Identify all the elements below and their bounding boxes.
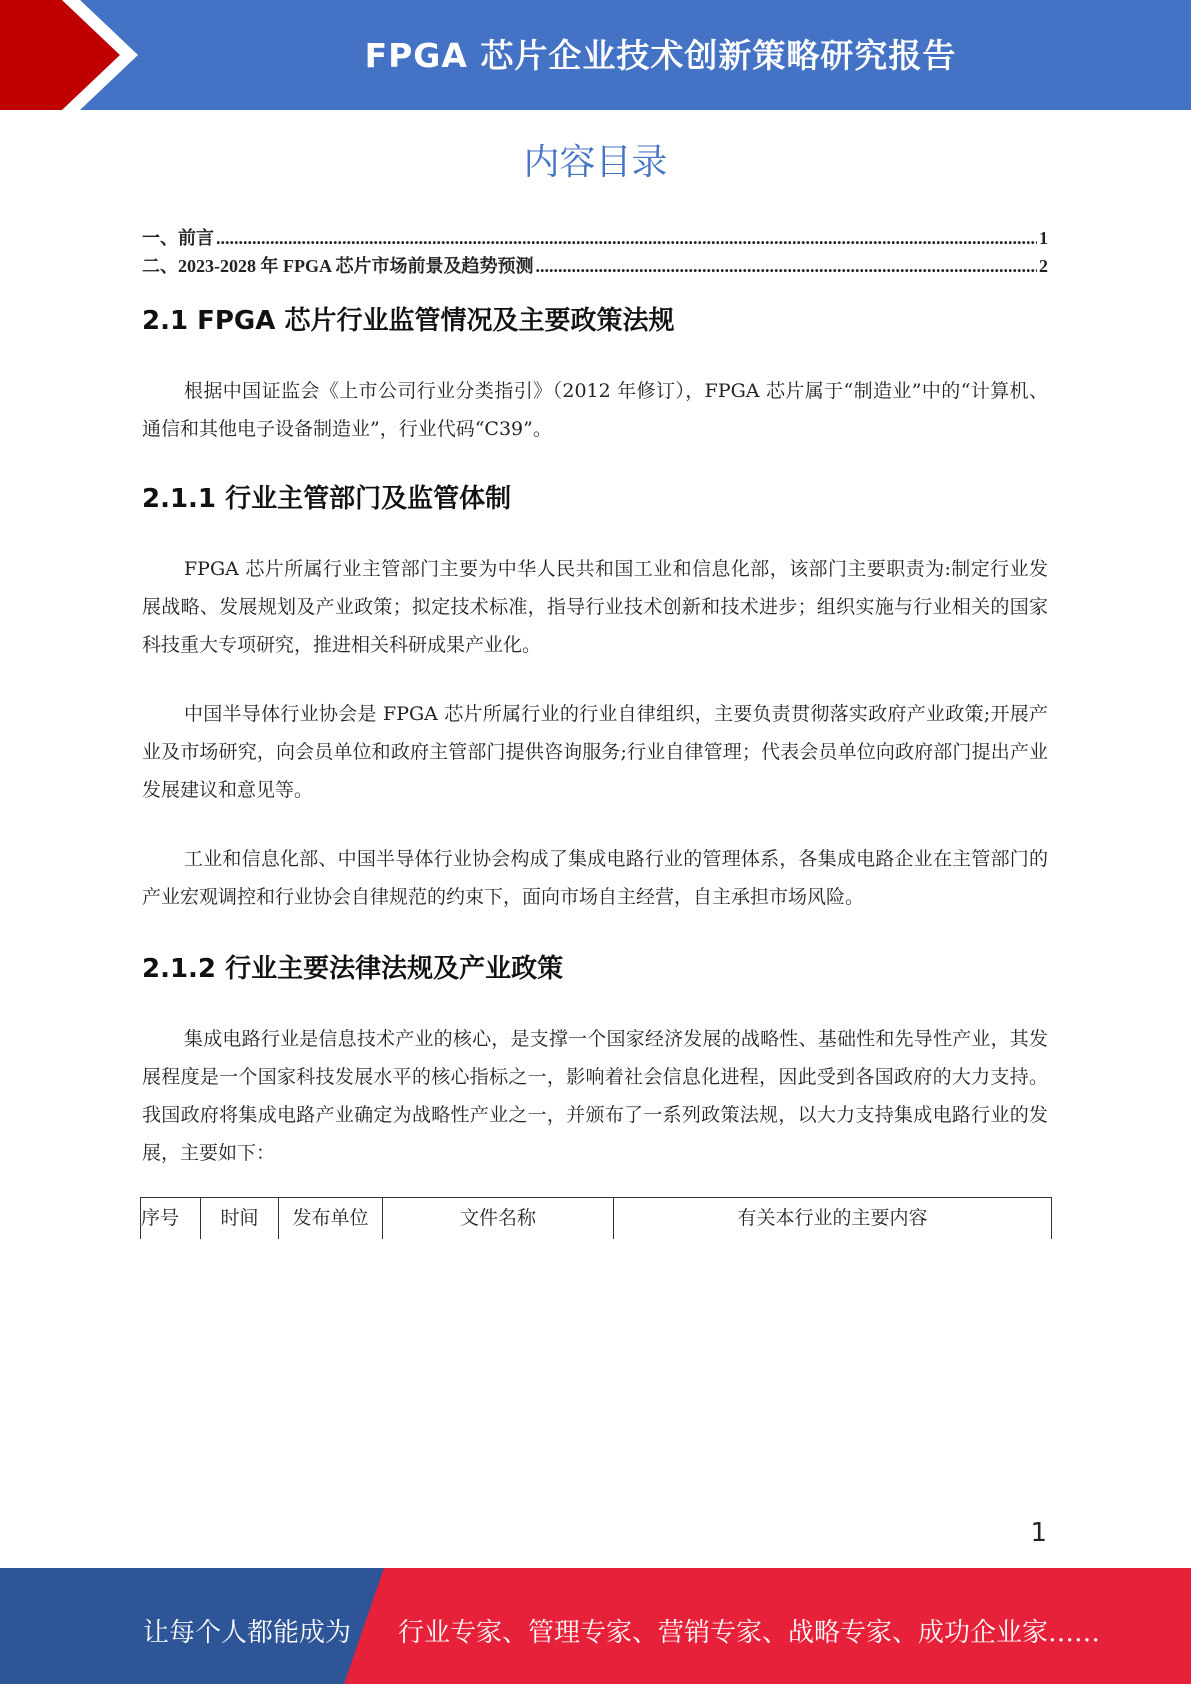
table-header-cell: 序号 xyxy=(141,1198,201,1239)
footer-band xyxy=(0,1568,1191,1684)
table-header-cell: 有关本行业的主要内容 xyxy=(737,1207,928,1229)
section-heading-2-1-1: 2.1.1 行业主管部门及监管体制 xyxy=(142,484,512,514)
policy-table-header xyxy=(140,1197,1052,1239)
toc-entry-page: 1 xyxy=(1039,228,1048,248)
table-header-cell: 时间 xyxy=(201,1198,279,1239)
toc-leader-dots xyxy=(536,252,1038,280)
footer-slogan-right: 行业专家、管理专家、营销专家、战略专家、成功企业家…… xyxy=(398,1618,1101,1648)
toc-title: 内容目录 xyxy=(523,142,668,183)
section-2-1-1-paragraph-3: 工业和信息化部、中国半导体行业协会构成了集成电路行业的管理体系，各集成电路企业在主管部门的产业宏观调控和行业协会自律规范的约束下，面向市场自主经营，自主承担市场风险。 xyxy=(142,848,1048,908)
toc-entry[interactable] xyxy=(142,224,1048,252)
table-header-cell: 文件名称 xyxy=(383,1198,614,1239)
header-band xyxy=(0,0,1191,110)
footer-slogan-left: 让每个人都能成为 xyxy=(143,1618,352,1648)
section-2-1-2-paragraph: 集成电路行业是信息技术产业的核心，是支撑一个国家经济发展的战略性、基础性和先导性产业，其发展程度是一个国家科技发展水平的核心指标之一，影响着社会信息化进程，因此受到各国政府的大力支持。我国政府将集成电路产业确定为战略性产业之一，并颁布了一系列政策法规，以大力支持集成电路行业的发展，主要如下： xyxy=(142,1028,1048,1164)
table-header-cell: 发布单位 xyxy=(279,1198,383,1239)
report-title: FPGA 芯片企业技术创新策略研究报告 xyxy=(364,36,957,75)
section-2-1-paragraph: 根据中国证监会《上市公司行业分类指引》（2012 年修订），FPGA 芯片属于“制造业”中的“计算机、通信和其他电子设备制造业”，行业代码“C39”。 xyxy=(142,380,1048,440)
section-2-1-1-paragraph-1: FPGA 芯片所属行业主管部门主要为中华人民共和国工业和信息化部，该部门主要职责为:制定行业发展战略、发展规划及产业政策；拟定技术标准，指导行业技术创新和技术进步；组织实施与行业相关的国家科技重大专项研究，推进相关科研成果产业化。 xyxy=(142,558,1048,656)
toc-entry-label: 一、前言 xyxy=(142,228,214,248)
toc-leader-dots xyxy=(216,224,1037,252)
table-of-contents xyxy=(142,224,1048,280)
section-2-1-1-paragraph-2: 中国半导体行业协会是 FPGA 芯片所属行业的行业自律组织，主要负责贯彻落实政府产业政策;开展产业及市场研究，向会员单位和政府主管部门提供咨询服务;行业自律管理；代表会员单位向政府部门提出产业发展建议和意见等。 xyxy=(142,703,1048,801)
toc-entry[interactable] xyxy=(142,252,1048,280)
page-number: 1 xyxy=(1030,1518,1047,1548)
toc-entry-page: 2 xyxy=(1039,256,1048,276)
section-heading-2-1-2: 2.1.2 行业主要法律法规及产业政策 xyxy=(142,954,564,984)
toc-entry-label: 二、2023-2028 年 FPGA 芯片市场前景及趋势预测 xyxy=(142,256,534,276)
section-heading-2-1: 2.1 FPGA 芯片行业监管情况及主要政策法规 xyxy=(142,306,675,336)
